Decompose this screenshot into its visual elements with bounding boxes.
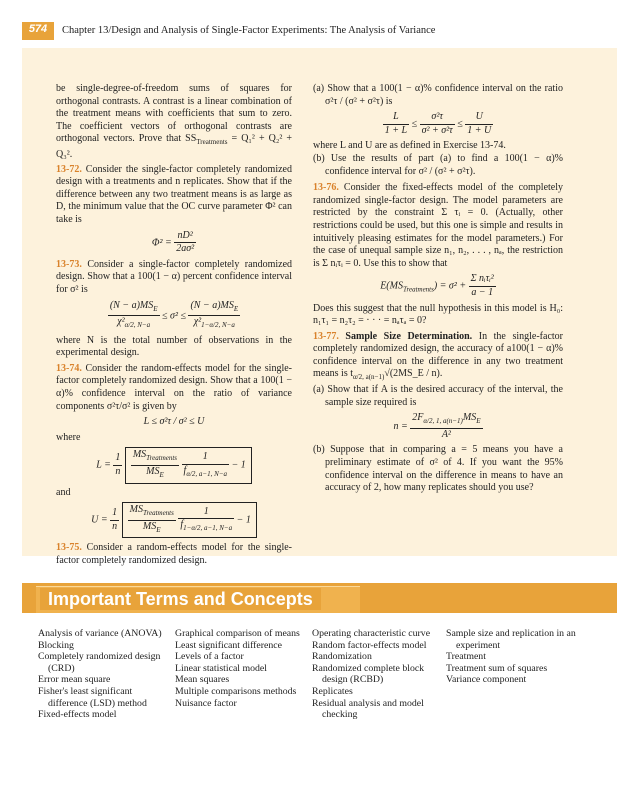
equation-sample-size: n = $\frac{2F_{\alpha/2, 1, a(n-1)}MS_E}{\text{A²}}$ <box>393 412 481 440</box>
and-label: and <box>56 486 71 498</box>
exercise-number: 13-74. <box>56 362 82 374</box>
term: Variance component <box>446 674 527 686</box>
term: Treatment sum of squares <box>446 662 548 674</box>
term: Randomization <box>312 651 372 663</box>
term: Error mean square <box>38 674 111 686</box>
exercise-13-73-after: where N is the total number of observations in the experimental design. <box>56 334 292 359</box>
section-title: Important Terms and Concepts <box>40 588 321 610</box>
term: Mean squares <box>175 674 230 686</box>
exercise-13-72: 13-72. Consider the single-factor completely randomized design with a treatments and n replicates. Show that if the difference between any two treatment means is as large as D, the minimum value that the OC curve parameter Φ² can take is <box>56 163 292 225</box>
term: Multiple comparisons methods <box>175 685 297 697</box>
part-b-2: (b) Suppose that in comparing a = 5 means you have a preliminary estimate of σ² of 4. If you want the 95% confidence interval on the difference in means to have an accuracy of 2, how many replicates should you use? <box>313 444 563 494</box>
term: Nuisance factor <box>175 697 237 709</box>
part-a-2: (a) Show that if A is the desired accuracy of the interval, the sample size required is <box>313 384 563 408</box>
exercise-13-77: 13-77. Sample Size Determination. In the single-factor completely randomized design, the accuracy of a100(1 − α)% confidence interval on the difference in any two treatment means is $t_{\alpha/2, a(n-1)}√(2MS\_E / n)$. <box>313 330 563 382</box>
term: Graphical comparison of means <box>175 628 300 639</box>
equation-U: U = $\frac{1}{n}$ $\frac{MS_{Treatments}}{MS_E}$ $\frac{1}{f_{1-\alpha/2, a-1, N-a}}$ − 1 <box>56 502 292 538</box>
term: Fixed-effects model <box>38 709 117 721</box>
terms-column-1 <box>38 628 170 721</box>
term: Random factor-effects model <box>312 639 427 651</box>
equation-expected-ms: $E(MS_{Treatments}) = \sigma^2$ + $\frac{\text{Σ nᵢτᵢ²}}{a - 1}$ <box>380 273 494 298</box>
equation-phi: Φ² = $\frac{\text{nD²}}{\text{2aσ²}}$ <box>151 229 195 255</box>
part-a-after: where L and U are as defined in Exercise 13-74. <box>313 140 506 152</box>
equation-L: L = $\frac{1}{n}$ $\frac{MS_{Treatments}}{MS_E}$ $\frac{1}{f_{\alpha/2, a-1, N-a}}$ − 1 <box>56 447 292 483</box>
terms-column-4 <box>446 628 576 686</box>
term: Analysis of variance (ANOVA) <box>38 628 162 639</box>
term: Replicates <box>312 685 353 697</box>
term: Fisher's least significant difference (LSD) method <box>38 685 147 709</box>
exercise-13-74: 13-74. Consider the random-effects model for the single-factor completely randomized design. Show that a 100(1 − α)% confidence interval on the ratio of variance components σ²τ/σ² is given by <box>56 362 293 412</box>
term: Treatment <box>446 651 486 663</box>
exercise-number: 13-76. <box>313 182 339 194</box>
intro-paragraph: be single-degree-of-freedom sums of squares for orthogonal contrasts. A contrast is a linear combination of the treatment means with coefficients that sum to zero. The coefficient vectors of orthogonal contrasts are orthogonal vectors. Prove that $SS_{Treatments} = Q_1^2 + Q_2^2 + Q_3^2$. <box>56 83 292 160</box>
chapter-title: Chapter 13/Design and Analysis of Single-Factor Experiments: The Analysis of Variance <box>62 25 436 36</box>
term: Sample size and replication in an experiment <box>446 628 576 651</box>
left-column <box>56 83 292 568</box>
term: Completely randomized design (CRD) <box>38 651 161 674</box>
term: Randomized complete block design (RCBD) <box>312 662 425 686</box>
exercise-number: 13-77. <box>313 330 339 342</box>
exercise-number: 13-73. <box>56 258 82 270</box>
exercise-13-73: 13-73. Consider a single-factor completely randomized design. Show that a 100(1 − α) percent confidence interval for σ² is <box>56 258 293 295</box>
right-column <box>313 83 563 495</box>
equation-chi-interval: $\frac{(N - a)MS_E}{\chi^2_{\alpha/2, N-a}}$ ≤ σ² ≤ $\frac{(N - a)MS_E}{\chi^2_{1-\alpha/2, N-a}}$ <box>109 299 239 330</box>
part-a: (a) Show that a 100(1 − α)% confidence interval on the ratio σ²τ / (σ² + σ²τ) is <box>313 83 563 107</box>
term: Operating characteristic curve <box>312 628 431 639</box>
terms-column-2 <box>175 628 305 709</box>
part-b: (b) Use the results of part (a) to find a 100(1 − α)% confidence interval for σ² / (σ² + σ²τ). <box>313 152 563 177</box>
where-label: where <box>56 431 81 443</box>
terms-column-3 <box>312 628 440 721</box>
equation-ratio: L ≤ σ²τ / σ² ≤ U <box>143 416 205 428</box>
exercise-number: 13-72. <box>56 163 82 175</box>
term: Residual analysis and model checking <box>312 697 424 721</box>
exercise-13-76: 13-76. Consider the fixed-effects model of the completely randomized single-factor design. The model parameters are restricted by the constraint Σ τᵢ = 0. (Actually, other restrictions could be used, but this one is simple and results in intuitively pleasing estimates for the model parameters.) For the case of unequal sample size n₁, n₂, . . . , nₐ, the restriction is Σ nᵢτᵢ = 0. Use this to show that <box>313 182 564 269</box>
term: Least significant difference <box>175 639 282 651</box>
exercise-13-75: 13-75. Consider a random-effects model for the single-factor completely randomized design. <box>56 542 293 566</box>
term: Linear statistical model <box>175 662 267 674</box>
exercise-number: 13-75. <box>56 542 82 554</box>
page-number: 574 <box>28 23 48 35</box>
term: Blocking <box>38 639 74 651</box>
page-header <box>0 22 639 40</box>
term: Levels of a factor <box>175 651 244 663</box>
exercise-13-76-after: Does this suggest that the null hypothesis in this model is H₀: n₁τ₁ = n₂τ₂ = · · · = nₐτₐ = 0? <box>313 302 563 327</box>
equation-a: $\frac{L}{1 + L}$ ≤ $\frac{\text{σ²τ}}{\text{σ² + σ²τ}}$ ≤ $\frac{U}{1 + U}$ <box>384 111 492 136</box>
page-number-box <box>22 22 54 40</box>
